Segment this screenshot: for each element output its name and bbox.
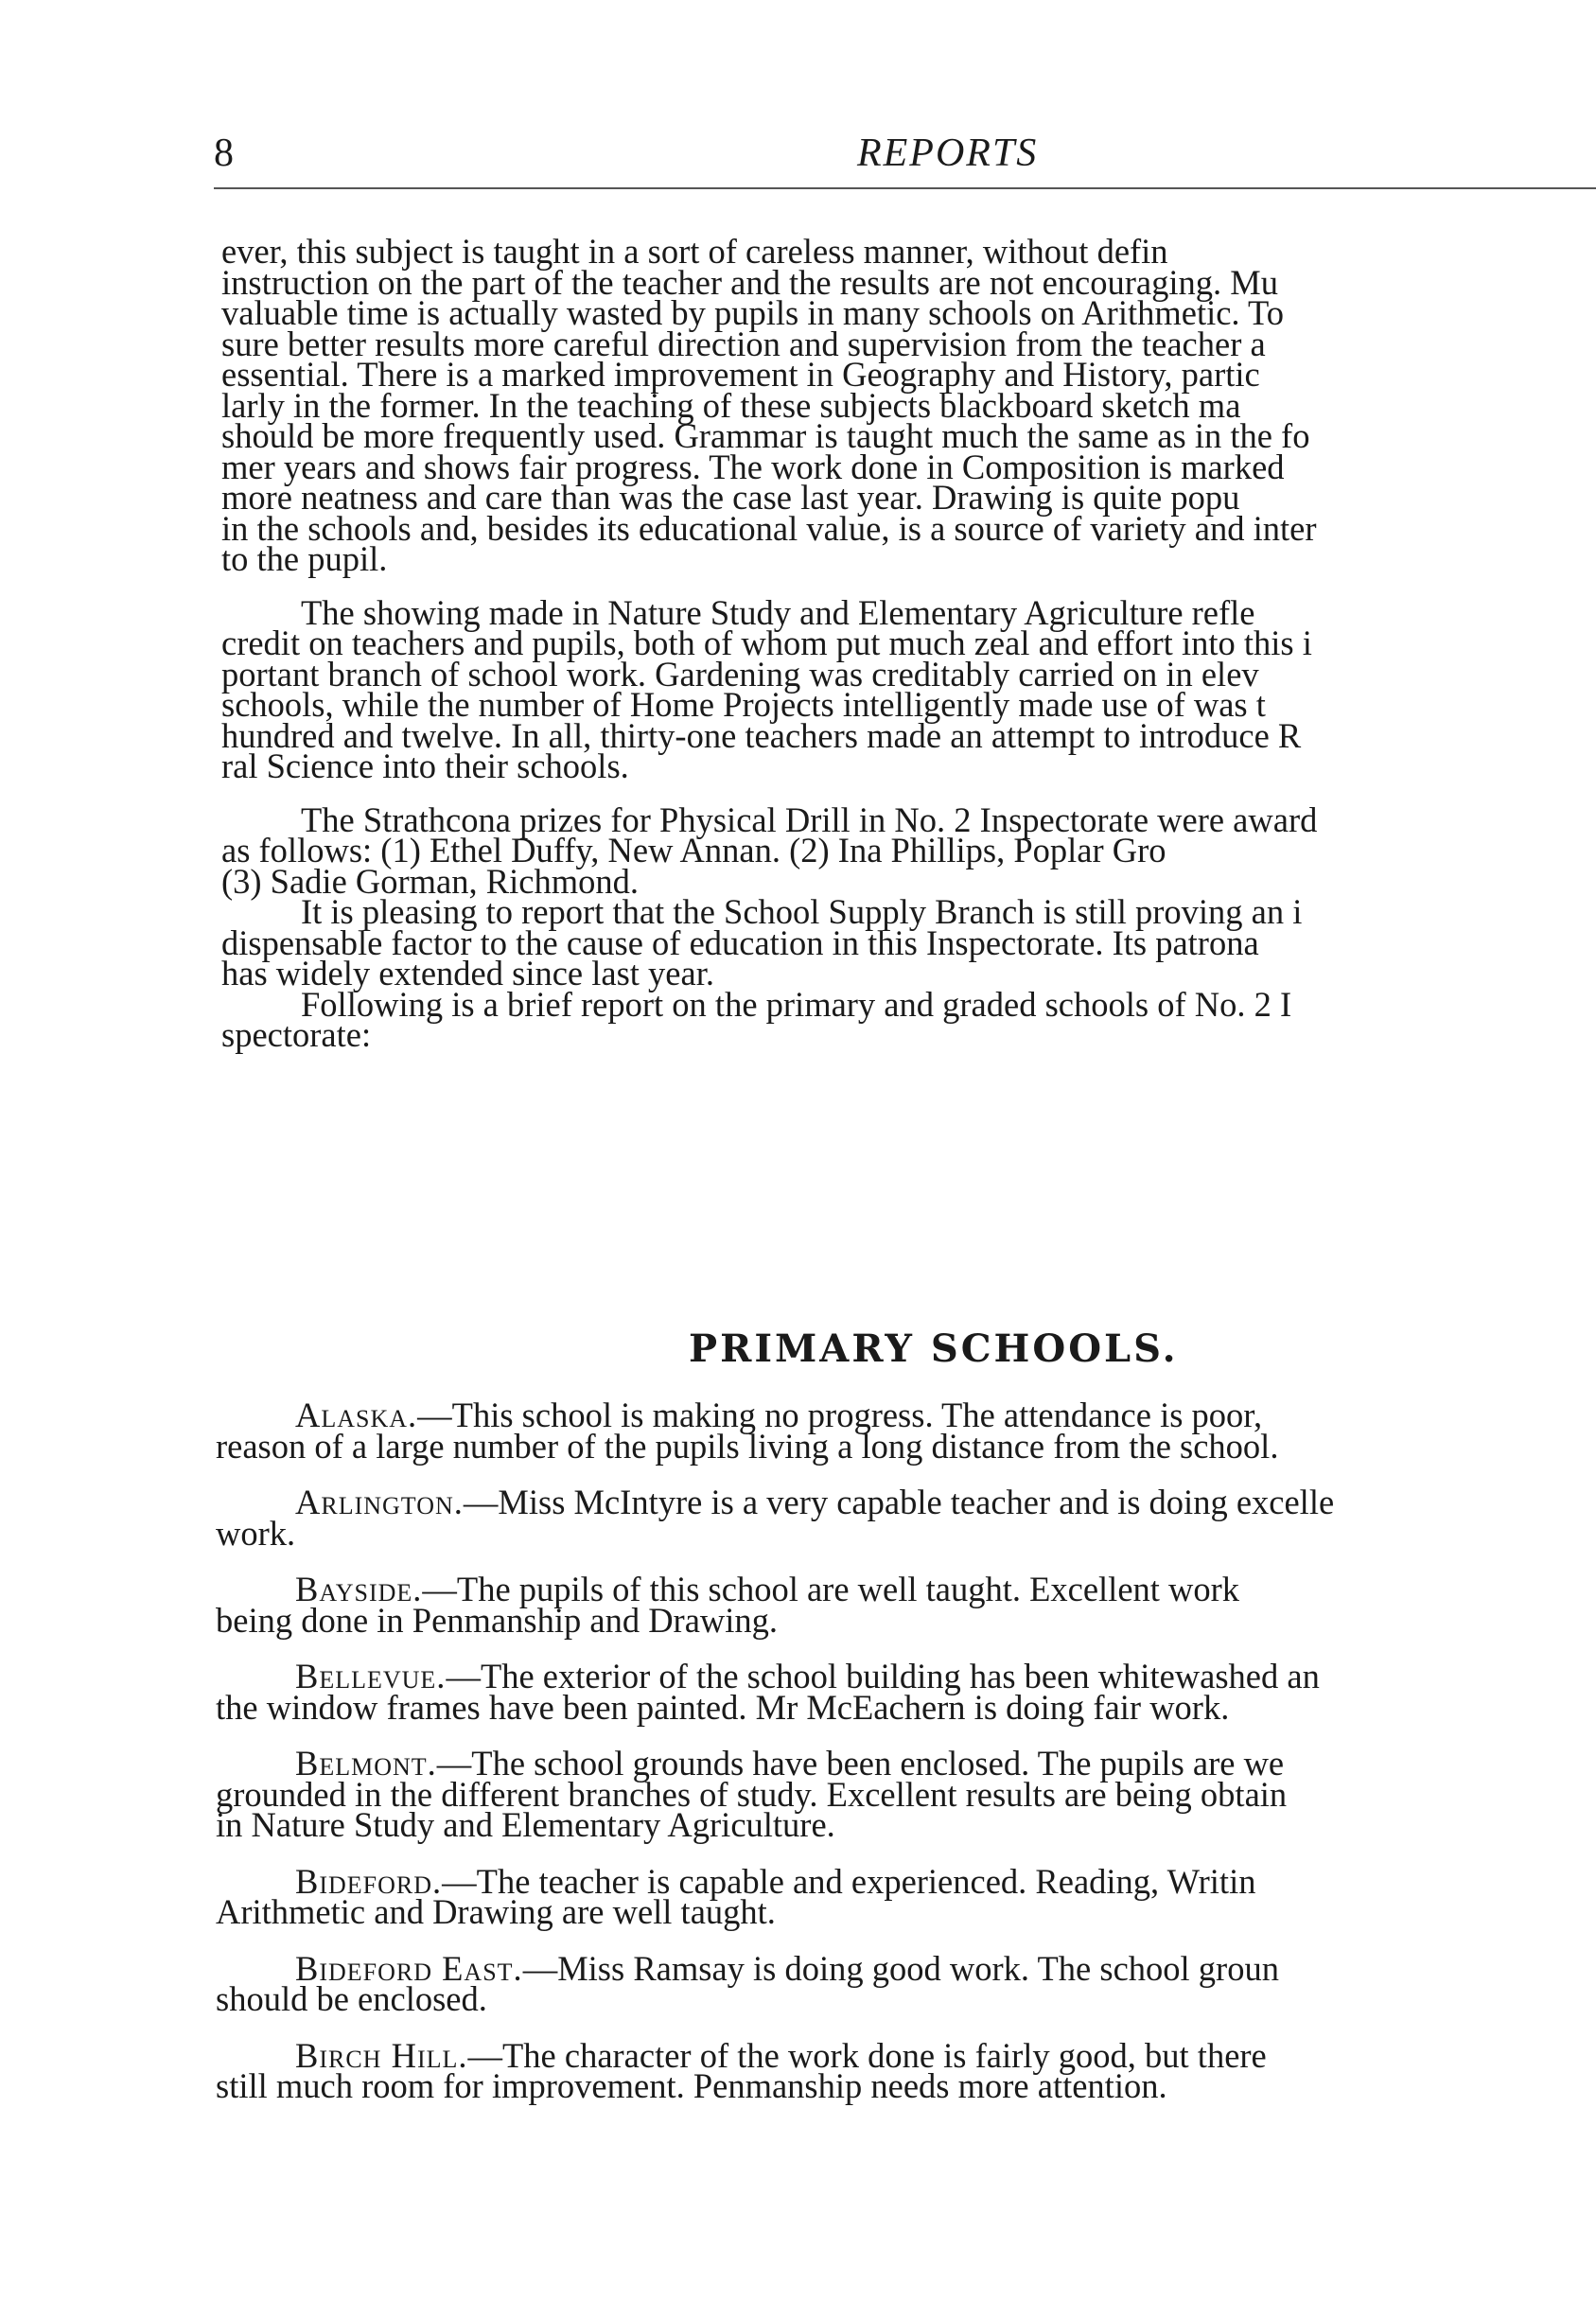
school-name: Alaska. xyxy=(295,1396,418,1434)
school-name: Bayside. xyxy=(295,1570,423,1608)
school-name: Bideford East. xyxy=(295,1948,523,1988)
entry-text: —The character of the work done is fairly good, but there xyxy=(467,2035,1267,2075)
school-name: Birch Hill. xyxy=(295,2035,468,2075)
entry-text: —This school is making no progress. The attendance is poor, xyxy=(417,1396,1263,1434)
entry-text: —The exterior of the school building has been whitewashed an xyxy=(446,1657,1320,1695)
text-line: in the schools and, besides its educational value, is a source of variety and inter xyxy=(221,508,1317,548)
entry-text: grounded in the different branches of study. Excellent results are being obtain xyxy=(216,1774,1288,1814)
text-line: Following is a brief report on the primary and graded schools of No. 2 I xyxy=(301,984,1292,1024)
entry-text: in Nature Study and Elementary Agriculture. xyxy=(216,1805,835,1844)
text-line: larly in the former. In the teaching of these subjects blackboard sketch ma xyxy=(221,385,1241,425)
school-entry xyxy=(216,1570,1596,1640)
text-line: ral Science into their schools. xyxy=(221,747,629,785)
school-entries xyxy=(216,1396,1596,2128)
entry-text: being done in Penmanship and Drawing. xyxy=(216,1600,779,1640)
text-line: valuable time is actually wasted by pupils in many schools on Arithmetic. To xyxy=(221,293,1285,332)
text-line: should be more frequently used. Grammar is taught much the same as in the fo xyxy=(221,416,1310,455)
entry-text: still much room for improvement. Penmanship needs more attention. xyxy=(216,2066,1167,2105)
text-line: hundred and twelve. In all, thirty-one teachers made an attempt to introduce R xyxy=(221,715,1302,755)
section-heading: PRIMARY SCHOOLS. xyxy=(689,1326,1179,1371)
school-entry xyxy=(216,1657,1596,1727)
school-entry xyxy=(216,1744,1596,1844)
text-line: spectorate: xyxy=(221,1015,372,1054)
text-line: The Strathcona prizes for Physical Drill in No. 2 Inspectorate were award xyxy=(301,799,1318,839)
entry-text: —The pupils of this school are well taught. Excellent work xyxy=(422,1570,1240,1608)
intro-text xyxy=(221,232,1596,1054)
text-line: (3) Sadie Gorman, Richmond. xyxy=(221,861,639,901)
school-entry xyxy=(216,1948,1596,2018)
entry-text: —Miss Ramsay is doing good work. The school groun xyxy=(522,1948,1279,1988)
school-entry xyxy=(216,1861,1596,1931)
text-line: has widely extended since last year. xyxy=(221,954,714,992)
entry-text: reason of a large number of the pupils living a long distance from the school. xyxy=(216,1426,1279,1466)
entry-text: work. xyxy=(216,1513,296,1553)
entry-text: Arithmetic and Drawing are well taught. xyxy=(216,1892,776,1931)
paragraph-4 xyxy=(221,892,1596,992)
paragraph-1 xyxy=(221,232,1596,578)
text-line: dispensable factor to the cause of education in this Inspectorate. Its patrona xyxy=(221,922,1259,962)
school-name: Arlington. xyxy=(295,1483,464,1521)
entry-text: —Miss McIntyre is a very capable teacher and is doing excelle xyxy=(463,1483,1335,1521)
text-line: schools, while the number of Home Projects intelligently made use of was t xyxy=(221,685,1266,724)
school-name: Bellevue. xyxy=(295,1657,447,1695)
text-line: as follows: (1) Ethel Duffy, New Annan. (2) Ina Phillips, Poplar Gro xyxy=(221,831,1166,869)
text-line: more neatness and care than was the case last year. Drawing is quite popu xyxy=(221,478,1240,517)
entry-text: —The school grounds have been enclosed. The pupils are we xyxy=(436,1744,1285,1783)
paragraph-3 xyxy=(221,799,1596,901)
text-line: essential. There is a marked improvement in Geography and History, partic xyxy=(221,355,1260,394)
header-rule xyxy=(214,187,1596,189)
school-entry xyxy=(216,2035,1596,2105)
entry-text: —The teacher is capable and experienced. Reading, Writin xyxy=(442,1861,1256,1901)
text-line: instruction on the part of the teacher and the results are not encouraging. Mu xyxy=(221,262,1278,302)
school-name: Bideford. xyxy=(295,1861,443,1901)
running-title: REPORTS xyxy=(857,132,1039,175)
paragraph-5 xyxy=(221,984,1596,1054)
text-line: portant branch of school work. Gardening was creditably carried on in elev xyxy=(221,654,1259,694)
school-entry xyxy=(216,1396,1596,1466)
text-line: ever, this subject is taught in a sort of careless manner, without defin xyxy=(221,232,1168,271)
entry-text: the window frames have been painted. Mr McEachern is doing fair work. xyxy=(216,1687,1230,1727)
school-name: Belmont. xyxy=(295,1744,437,1783)
school-entry xyxy=(216,1483,1596,1553)
text-line: to the pupil. xyxy=(221,539,388,578)
page-number: 8 xyxy=(214,132,234,175)
text-line: credit on teachers and pupils, both of whom put much zeal and effort into this i xyxy=(221,624,1312,662)
text-line: sure better results more careful direction and supervision from the teacher a xyxy=(221,324,1266,363)
text-line: The showing made in Nature Study and Elementary Agriculture refle xyxy=(301,592,1255,632)
entry-text: should be enclosed. xyxy=(216,1979,487,2018)
text-line: mer years and shows fair progress. The work done in Composition is marked xyxy=(221,447,1285,486)
text-line: It is pleasing to report that the School Supply Branch is still proving an i xyxy=(301,892,1303,931)
paragraph-2 xyxy=(221,592,1596,785)
page-header xyxy=(214,131,1596,187)
